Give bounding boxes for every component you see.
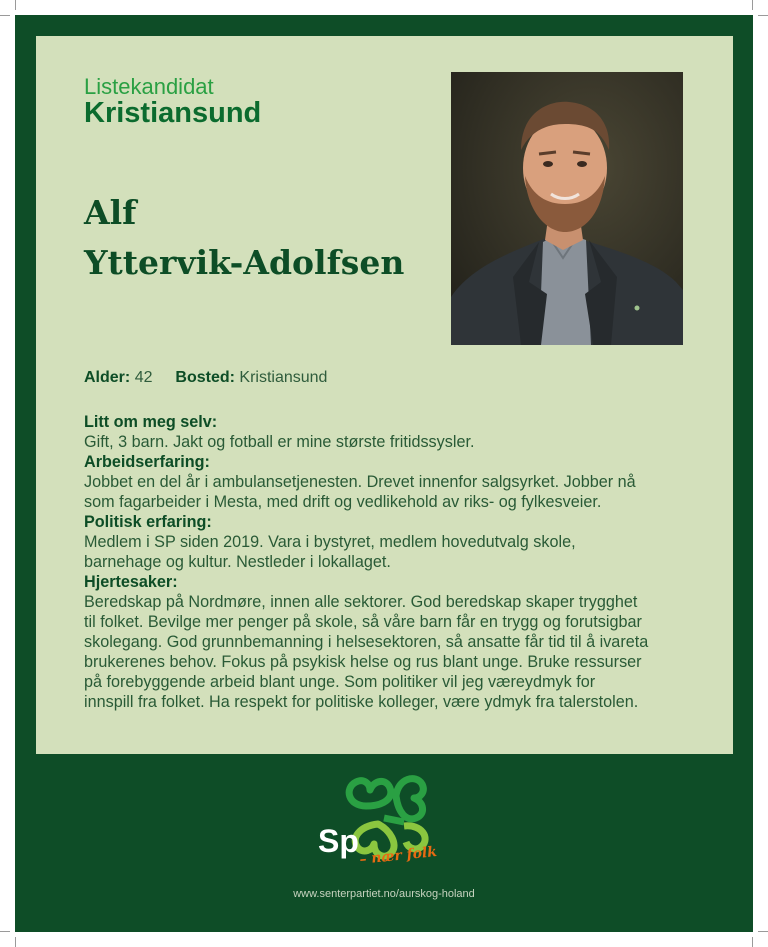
causes-heading: Hjertesaker: bbox=[84, 573, 178, 591]
causes-line: til folket. Bevilge mer penger på skole, så våre barn får en trygg og forutsigbar bbox=[84, 613, 642, 631]
age-value: 42 bbox=[134, 369, 153, 386]
list-candidate-label: Listekandidat bbox=[84, 74, 214, 99]
crop-mark bbox=[758, 931, 768, 932]
causes-line: brukerenes behov. Fokus på psykisk helse og rus blant unge. Bruke ressurser bbox=[84, 653, 642, 671]
crop-mark bbox=[752, 0, 753, 10]
logo-slogan-text: – nær folk bbox=[358, 843, 438, 868]
causes-line: på forebyggende arbeid blant unge. Som politiker vil jeg væreydmyk for bbox=[84, 673, 596, 691]
crop-mark bbox=[752, 937, 753, 947]
candidate-bio bbox=[84, 412, 704, 712]
candidate-portrait bbox=[451, 72, 683, 345]
politics-line: Medlem i SP siden 2019. Vara i bystyret, medlem hovedutvalg skole, bbox=[84, 533, 576, 551]
sp-logo bbox=[318, 766, 458, 876]
about-line: Gift, 3 barn. Jakt og fotball er mine største fritidssysler. bbox=[84, 433, 475, 451]
crop-mark bbox=[15, 937, 16, 947]
residence-label: Bosted: bbox=[175, 369, 235, 386]
city-heading: Kristiansund bbox=[84, 97, 262, 129]
crop-mark bbox=[0, 15, 10, 16]
candidate-first-name: Alf bbox=[84, 193, 137, 232]
causes-line: innspill fra folket. Ha respekt for politiske kolleger, være ydmyk fra talerstolen. bbox=[84, 693, 639, 711]
candidate-name bbox=[84, 188, 404, 288]
causes-line: Beredskap på Nordmøre, innen alle sektorer. God beredskap skaper trygghet bbox=[84, 593, 638, 611]
logo-mark-text: Sp bbox=[318, 823, 359, 859]
work-line: Jobbet en del år i ambulansetjenesten. Drevet innenfor salgsyrket. Jobber nå bbox=[84, 473, 636, 491]
crop-mark bbox=[0, 931, 10, 932]
clover-logo-icon bbox=[318, 766, 458, 876]
footer-url: www.senterpartiet.no/aurskog-holand bbox=[293, 888, 475, 900]
politics-heading: Politisk erfaring: bbox=[84, 513, 212, 531]
about-heading: Litt om meg selv: bbox=[84, 413, 218, 431]
crop-mark bbox=[15, 0, 16, 10]
age-label: Alder: bbox=[84, 369, 131, 386]
residence-value: Kristiansund bbox=[239, 369, 328, 386]
causes-line: skolegang. God grunnbemanning i helsesektoren, så ansatte får tid til å ivareta bbox=[84, 633, 649, 651]
politics-line: barnehage og kultur. Nestleder i lokallaget. bbox=[84, 553, 391, 571]
crop-mark bbox=[758, 15, 768, 16]
candidate-last-name: Yttervik-Adolfsen bbox=[84, 243, 405, 282]
candidate-facts bbox=[84, 369, 327, 387]
portrait-illustration bbox=[451, 72, 683, 345]
work-line: som fagarbeider i Mesta, med drift og vedlikehold av riks- og fylkesveier. bbox=[84, 493, 602, 511]
work-heading: Arbeidserfaring: bbox=[84, 453, 210, 471]
